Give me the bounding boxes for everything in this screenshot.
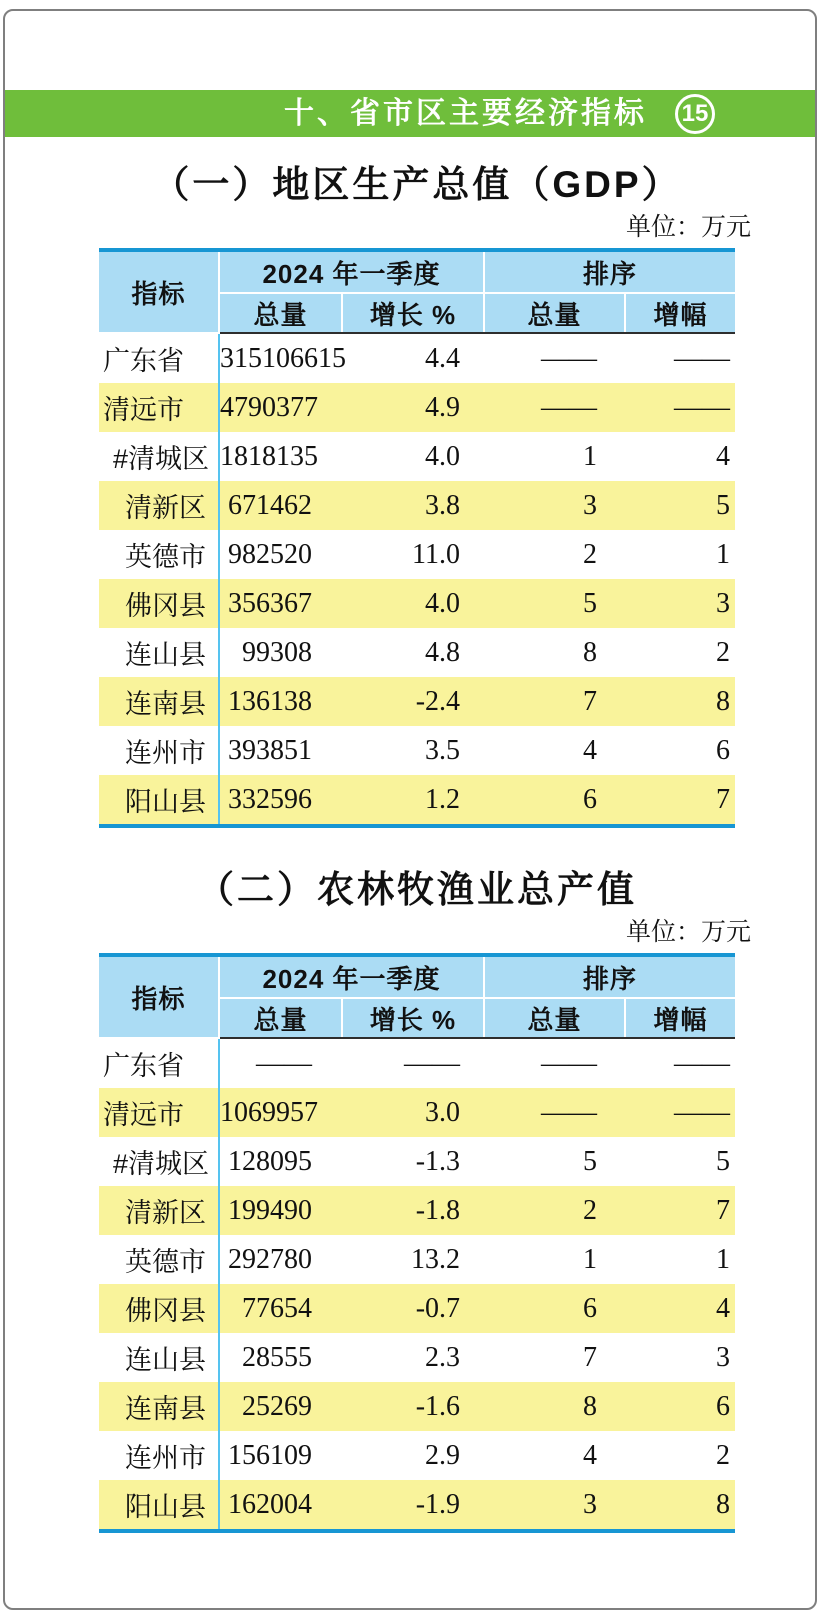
cell-rank-total: 8 — [484, 1382, 625, 1431]
cell-total-value: 156109 — [228, 1439, 312, 1471]
cell-total-value: 77654 — [219, 1284, 342, 1333]
row-label: 连南县 — [99, 677, 219, 726]
table-row — [99, 1333, 735, 1382]
cell-total-value: 4790377 — [219, 383, 342, 432]
table-row — [99, 1431, 735, 1480]
page-number-badge: 15 — [675, 94, 715, 134]
cell-total-value: 356367 — [219, 579, 342, 628]
row-label: #清城区 — [99, 1137, 219, 1186]
row-label: 佛冈县 — [99, 579, 219, 628]
row-label: 英德市 — [99, 530, 219, 579]
row-label: #清城区 — [99, 432, 219, 481]
cell-rank-growth: —— — [625, 383, 735, 432]
row-label: 清远市 — [99, 383, 219, 432]
table-row — [99, 726, 735, 775]
cell-rank-total: 4 — [583, 1439, 598, 1471]
cell-rank-total: 2 — [583, 538, 598, 570]
table-row — [99, 1235, 735, 1284]
cell-total-value: 99308 — [242, 636, 312, 668]
cell-growth-value: -1.9 — [342, 1480, 484, 1531]
cell-total-value: 982520 — [228, 538, 312, 570]
cell-total-value: 315106615 — [220, 342, 346, 374]
cell-total-value: 162004 — [219, 1480, 342, 1531]
cell-rank-total: 3 — [484, 1480, 625, 1531]
cell-rank-growth: —— — [674, 342, 731, 374]
gdp-table-body — [99, 333, 735, 826]
table-row — [99, 1038, 735, 1088]
cell-rank-total: 2 — [484, 1186, 625, 1235]
cell-rank-total: —— — [541, 1047, 598, 1079]
cell-total-value: 25269 — [219, 1382, 342, 1431]
col-group-rank: 排序 — [484, 250, 735, 293]
cell-rank-total: 7 — [484, 677, 625, 726]
row-label: 清远市 — [99, 1088, 219, 1137]
row-label: 广东省 — [99, 1038, 219, 1088]
row-label: 清新区 — [99, 1186, 219, 1235]
row-label: 连州市 — [99, 1431, 219, 1480]
col-header-total: 总量 — [219, 998, 342, 1038]
table-row — [99, 1480, 735, 1531]
cell-rank-growth: 5 — [625, 481, 735, 530]
col-header-rank-growth: 增幅 — [625, 998, 735, 1038]
table-row — [99, 481, 735, 530]
cell-total-value: 1818135 — [220, 440, 318, 472]
cell-growth-value: -0.7 — [342, 1284, 484, 1333]
col-header-rank-growth: 增幅 — [625, 293, 735, 333]
table-row — [99, 1284, 735, 1333]
cell-rank-growth: 4 — [716, 440, 731, 472]
cell-rank-total: 1 — [583, 440, 598, 472]
cell-growth-value: —— — [404, 1047, 461, 1079]
cell-rank-growth: 6 — [625, 1382, 735, 1431]
cell-rank-total: 4 — [583, 734, 598, 766]
cell-rank-growth: —— — [625, 1088, 735, 1137]
cell-rank-total: 6 — [484, 1284, 625, 1333]
table-row — [99, 1088, 735, 1137]
cell-rank-total: —— — [484, 1088, 625, 1137]
cell-rank-total: 5 — [484, 579, 625, 628]
cell-rank-growth: 3 — [625, 579, 735, 628]
gdp-table-header — [99, 250, 735, 333]
cell-growth-value: -1.8 — [342, 1186, 484, 1235]
row-label: 连山县 — [99, 1333, 219, 1382]
table-row — [99, 333, 735, 383]
cell-rank-growth: 3 — [716, 1341, 731, 1373]
cell-rank-total: —— — [484, 383, 625, 432]
agriculture-table-body — [99, 1038, 735, 1531]
table-row — [99, 579, 735, 628]
table-row — [99, 530, 735, 579]
section-title: （一）地区生产总值（GDP） — [152, 164, 682, 205]
cell-rank-total: —— — [541, 342, 598, 374]
cell-rank-growth: 4 — [625, 1284, 735, 1333]
cell-growth-value: 3.8 — [342, 481, 484, 530]
col-header-indicator: 指标 — [99, 250, 219, 333]
chapter-banner — [5, 90, 815, 137]
agriculture-table-header — [99, 955, 735, 1038]
cell-growth-value: -1.6 — [342, 1382, 484, 1431]
row-label: 连山县 — [99, 628, 219, 677]
col-header-growth: 增长 % — [342, 998, 484, 1038]
cell-rank-growth: 8 — [625, 677, 735, 726]
cell-rank-growth: 2 — [716, 1439, 731, 1471]
cell-growth-value: 3.0 — [342, 1088, 484, 1137]
gdp-table — [99, 248, 735, 828]
unit-label: 单位：万元 — [625, 213, 751, 241]
col-header-total: 总量 — [219, 293, 342, 333]
cell-rank-growth: 5 — [716, 1145, 731, 1177]
cell-total-value: 671462 — [219, 481, 342, 530]
cell-growth-value: 4.4 — [425, 342, 461, 374]
col-group-period: 2024 年一季度 — [219, 250, 484, 293]
row-label: 阳山县 — [99, 1480, 219, 1531]
cell-rank-total: 7 — [583, 1341, 598, 1373]
cell-total-value: 332596 — [219, 775, 342, 826]
cell-total-value: 1069957 — [219, 1088, 342, 1137]
page-card — [3, 9, 817, 1610]
section-title: （二）农林牧渔业总产值 — [197, 869, 637, 910]
table-row — [99, 383, 735, 432]
cell-total-value: 199490 — [219, 1186, 342, 1235]
row-label: 阳山县 — [99, 775, 219, 826]
row-label: 清新区 — [99, 481, 219, 530]
table-row — [99, 1186, 735, 1235]
row-label: 连南县 — [99, 1382, 219, 1431]
table-row — [99, 628, 735, 677]
cell-rank-growth: 7 — [625, 775, 735, 826]
col-group-rank: 排序 — [484, 955, 735, 998]
row-label: 连州市 — [99, 726, 219, 775]
col-header-rank-total: 总量 — [484, 293, 625, 333]
cell-growth-value: 1.2 — [342, 775, 484, 826]
cell-growth-value: 4.8 — [425, 636, 461, 668]
chapter-title: 十、省市区主要经济指标 — [284, 96, 647, 130]
col-header-growth: 增长 % — [342, 293, 484, 333]
cell-rank-total: 8 — [583, 636, 598, 668]
cell-rank-total: 6 — [484, 775, 625, 826]
cell-total-value: 128095 — [228, 1145, 312, 1177]
section-agriculture — [99, 866, 751, 1533]
cell-total-value: 136138 — [219, 677, 342, 726]
row-label: 广东省 — [99, 333, 219, 383]
cell-growth-value: 4.9 — [342, 383, 484, 432]
agriculture-table — [99, 953, 735, 1533]
unit-label: 单位：万元 — [625, 918, 751, 946]
row-label: 英德市 — [99, 1235, 219, 1284]
col-group-period: 2024 年一季度 — [219, 955, 484, 998]
cell-rank-growth: 7 — [625, 1186, 735, 1235]
cell-total-value: 393851 — [228, 734, 312, 766]
cell-growth-value: 2.3 — [425, 1341, 461, 1373]
cell-rank-growth: 8 — [625, 1480, 735, 1531]
cell-growth-value: -1.3 — [415, 1145, 461, 1177]
cell-total-value: —— — [256, 1047, 312, 1079]
table-row — [99, 432, 735, 481]
section-gdp — [99, 161, 751, 828]
cell-rank-growth: 6 — [716, 734, 731, 766]
cell-growth-value: 13.2 — [411, 1243, 461, 1275]
row-label: 佛冈县 — [99, 1284, 219, 1333]
cell-rank-total: 3 — [484, 481, 625, 530]
table-row — [99, 1137, 735, 1186]
cell-growth-value: 11.0 — [412, 538, 461, 570]
cell-growth-value: 4.0 — [425, 440, 461, 472]
table-row — [99, 677, 735, 726]
col-header-indicator: 指标 — [99, 955, 219, 1038]
cell-rank-growth: 2 — [716, 636, 731, 668]
cell-growth-value: -2.4 — [342, 677, 484, 726]
cell-growth-value: 2.9 — [425, 1439, 461, 1471]
table-row — [99, 775, 735, 826]
cell-rank-total: 1 — [583, 1243, 598, 1275]
cell-rank-growth: —— — [674, 1047, 731, 1079]
cell-rank-total: 5 — [583, 1145, 598, 1177]
table-row — [99, 1382, 735, 1431]
col-header-rank-total: 总量 — [484, 998, 625, 1038]
cell-growth-value: 4.0 — [342, 579, 484, 628]
cell-rank-growth: 1 — [716, 1243, 731, 1275]
cell-growth-value: 3.5 — [425, 734, 461, 766]
cell-total-value: 292780 — [228, 1243, 312, 1275]
cell-total-value: 28555 — [242, 1341, 312, 1373]
cell-rank-growth: 1 — [716, 538, 731, 570]
